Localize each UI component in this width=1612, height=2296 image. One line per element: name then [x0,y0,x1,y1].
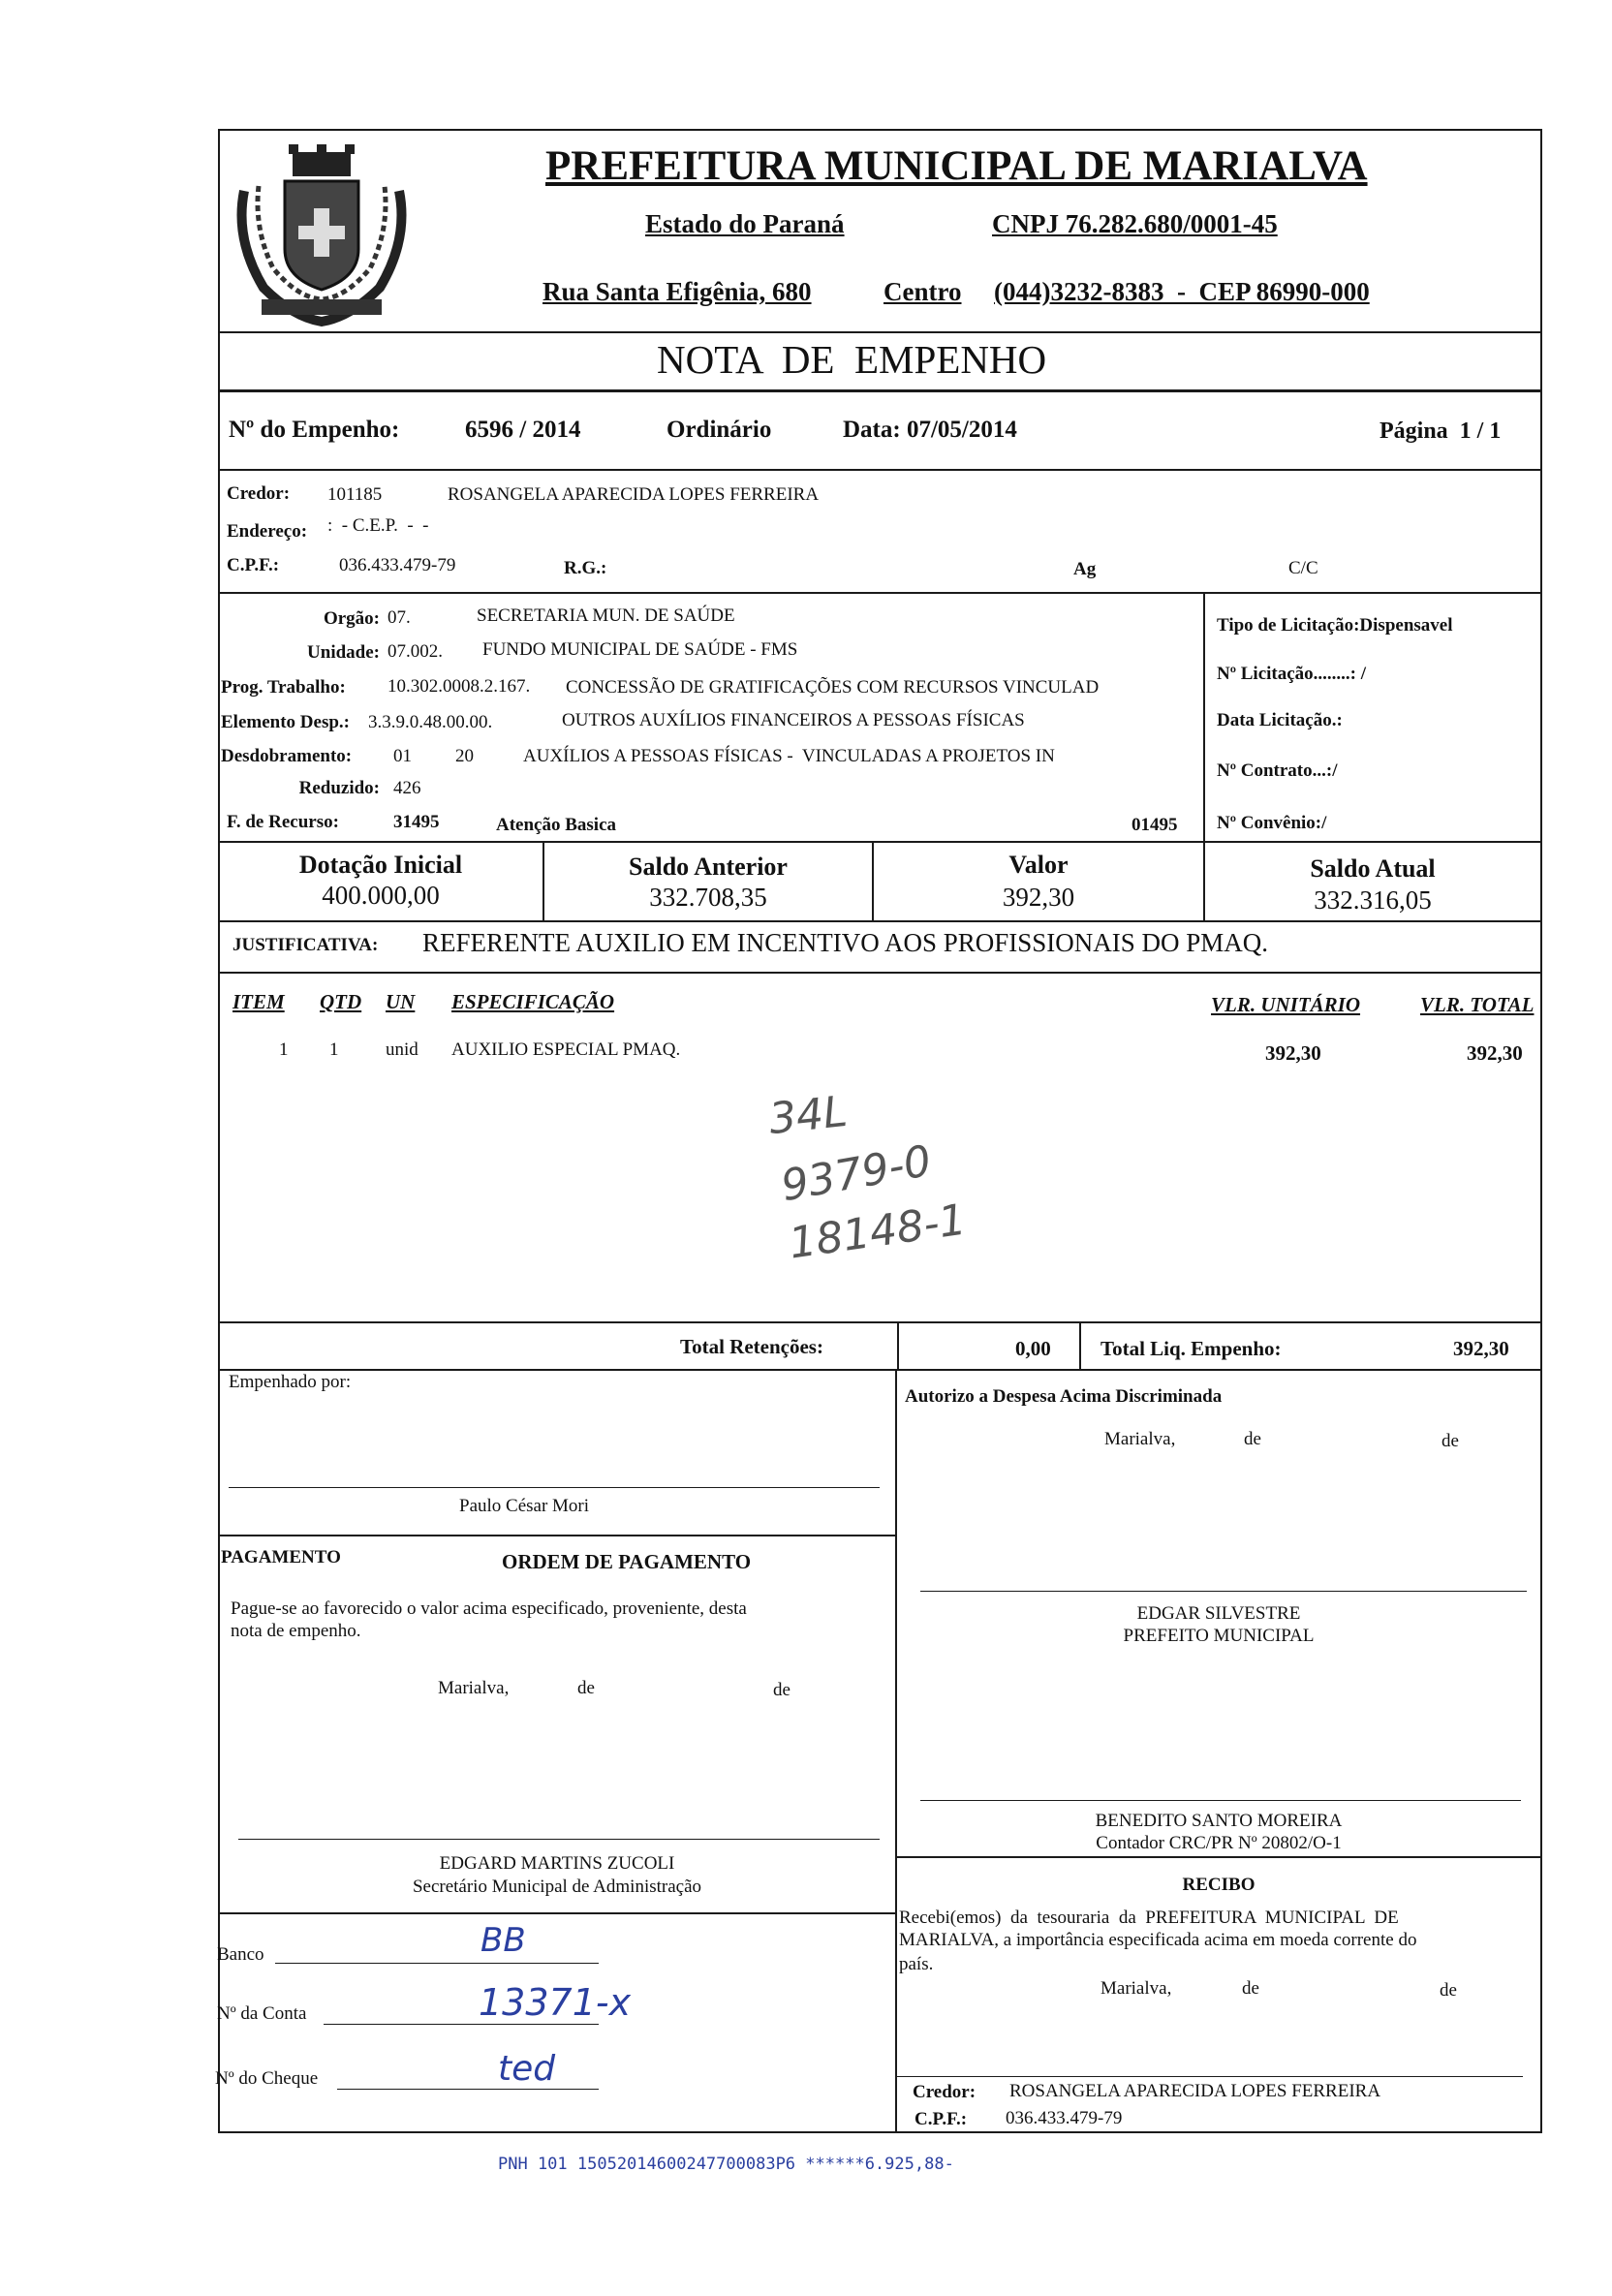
credor-divider [218,592,1542,594]
prog-code: 10.302.0008.2.167. [388,676,531,697]
orgao-label: Orgão: [323,608,380,629]
title-divider [218,389,1542,392]
col-spec-header: ESPECIFICAÇÃO [451,990,615,1013]
dotacao-label: Dotação Inicial [298,851,463,879]
desdobramento-label: Desdobramento: [221,746,353,766]
prog-label: Prog. Trabalho: [221,677,346,698]
state-label: Estado do Paraná [645,209,845,238]
receipt-credor-name: ROSANGELA APARECIDA LOPES FERREIRA [1009,2081,1381,2101]
cheque-handwritten: ted [498,2049,556,2089]
handwritten-note-3: 18148-1 [786,1195,970,1269]
row-spec: AUXILIO ESPECIAL PMAQ. [451,1039,681,1060]
saldo-anterior-value: 332.708,35 [649,883,767,912]
cheque-line [337,2089,599,2090]
row-unit-value: 392,30 [1265,1041,1321,1065]
tipo-licitacao: Tipo de Licitação:Dispensavel [1217,615,1453,636]
autorizo-de-2: de [1442,1431,1459,1451]
dotacao-value: 400.000,00 [322,881,440,910]
ordem-pagamento-label: ORDEM DE PAGAMENTO [502,1550,752,1573]
bank-divider [218,1912,896,1914]
secretario-name: EDGARD MARTINS ZUCOLI [439,1853,675,1874]
totals-bottom-divider [218,1369,1542,1371]
budget-vertical [1203,592,1205,842]
valor-value: 392,30 [1002,883,1075,912]
valor-label: Valor [1008,851,1069,879]
elemento-name: OUTROS AUXÍLIOS FINANCEIROS A PESSOAS FÍSICAS [562,710,1025,730]
totals-top-divider [218,1321,1542,1323]
frame-top [218,129,1542,131]
pagamento-label: PAGAMENTO [221,1547,341,1567]
unidade-code: 07.002. [388,641,443,662]
reduzido-value: 426 [393,778,421,798]
district-label: Centro [884,277,962,306]
conta-line [324,2024,599,2025]
totals-sep-2 [1079,1321,1081,1370]
recibo-line-1: Recebi(emos) da tesouraria da PREFEITURA MUNICIPAL DE [899,1908,1399,1928]
row-item: 1 [279,1039,289,1060]
prog-name: CONCESSÃO DE GRATIFICAÇÕES COM RECURSOS VINCULAD [566,677,1100,698]
elemento-code: 3.3.9.0.48.00.00. [368,712,493,732]
phone-cep-label: (044)3232-8383 - CEP 86990-000 [994,277,1370,306]
municipality-title: PREFEITURA MUNICIPAL DE MARIALVA [545,143,1368,189]
pagamento-de-1: de [577,1678,595,1698]
elemento-label: Elemento Desp.: [221,712,350,732]
pague-line-2: nota de empenho. [231,1621,361,1641]
frame-bottom [218,2131,1542,2133]
recibo-city: Marialva, [1100,1978,1172,1999]
desdobramento-name: AUXÍLIOS A PESSOAS FÍSICAS - VINCULADAS A PROJETOS IN [523,746,1055,766]
cnpj-label: CNPJ 76.282.680/0001-45 [992,209,1278,238]
recibo-line-3: país. [899,1954,934,1974]
address-value: : - C.E.P. - - [327,515,429,536]
handwritten-note-2: 9379-0 [777,1135,936,1212]
prefeito-title: PREFEITO MUNICIPAL [1123,1626,1315,1646]
empenhado-sign-line [229,1487,880,1488]
recurso-label: F. de Recurso: [227,812,339,832]
retencoes-label: Total Retenções: [680,1335,823,1358]
empenho-number: 6596 / 2014 [465,417,581,443]
credor-name: ROSANGELA APARECIDA LOPES FERREIRA [448,484,820,505]
cpf-value: 036.433.479-79 [339,555,456,575]
conta-label: Nº da Conta [217,2003,307,2024]
banco-handwritten: BB [480,1921,526,1960]
numero-licitacao: Nº Licitação........: / [1217,664,1367,684]
saldo-anterior-label: Saldo Anterior [629,853,788,881]
pague-line-1: Pague-se ao favorecido o valor acima especificado, proveniente, desta [231,1598,747,1619]
receipt-cpf-value: 036.433.479-79 [1006,2108,1123,2128]
row-un: unid [386,1039,418,1060]
recurso-code: 31495 [393,812,440,832]
pagamento-city: Marialva, [438,1678,510,1698]
banco-line [275,1963,599,1964]
justificativa-label: JUSTIFICATIVA: [232,935,379,955]
empenhado-name: Paulo César Mori [459,1496,590,1516]
frame-left [218,129,220,2133]
saldo-atual-value: 332.316,05 [1314,885,1432,915]
frame-right [1540,129,1542,2133]
liq-label: Total Liq. Empenho: [1100,1337,1282,1360]
empenhado-label: Empenhado por: [229,1372,352,1392]
cheque-label: Nº do Cheque [215,2068,319,2089]
values-divider [218,920,1542,922]
recibo-divider [895,1856,1542,1858]
conta-handwritten: 13371-x [479,1981,632,2024]
data-licitacao: Data Licitação.: [1217,710,1343,730]
recurso-name: Atenção Basica [496,815,617,835]
col-item-header: ITEM [232,990,285,1013]
empenho-number-label: Nº do Empenho: [229,417,400,443]
recurso-number: 01495 [1132,815,1178,835]
reduzido-label: Reduzido: [298,778,380,798]
banco-label: Banco [217,1944,264,1965]
orgao-name: SECRETARIA MUN. DE SAÚDE [477,605,735,626]
liq-value: 392,30 [1453,1337,1509,1360]
credor-label: Credor: [227,483,291,504]
receipt-cpf-label: C.P.F.: [914,2109,968,2129]
recibo-de-1: de [1242,1978,1259,1999]
prefeito-sign-line [920,1591,1527,1592]
empenho-type: Ordinário [666,417,772,443]
footer-code: PNH 101 15052014600247700083P6 ******6.925,88- [498,2155,954,2174]
secretario-title: Secretário Municipal de Administração [412,1877,702,1897]
recibo-de-2: de [1440,1980,1457,2001]
totals-sep-1 [897,1321,899,1370]
saldo-atual-label: Saldo Atual [1310,854,1436,883]
contador-name: BENEDITO SANTO MOREIRA [1095,1811,1343,1831]
numero-convenio: Nº Convênio:/ [1217,813,1327,833]
unidade-name: FUNDO MUNICIPAL DE SAÚDE - FMS [482,639,798,660]
recibo-label: RECIBO [1182,1875,1256,1895]
account-label: C/C [1288,558,1318,578]
empenho-date: Data: 07/05/2014 [843,417,1017,443]
secretario-sign-line [238,1839,880,1840]
credor-code: 101185 [327,484,383,505]
cpf-label: C.P.F.: [227,555,280,575]
justificativa-divider [218,972,1542,974]
page-number: Página 1 / 1 [1380,419,1502,444]
col-unit-header: VLR. UNITÁRIO [1211,993,1361,1016]
pagamento-divider [218,1535,896,1536]
justificativa-text: REFERENTE AUXILIO EM INCENTIVO AOS PROFISSIONAIS DO PMAQ. [422,928,1269,957]
desdobramento-b: 20 [455,746,474,766]
empenho-divider [218,469,1542,471]
row-qtd: 1 [329,1039,339,1060]
address-label: Endereço: [227,521,308,542]
credor-receipt-line [897,2076,1523,2077]
contador-title: Contador CRC/PR Nº 20802/O-1 [1096,1833,1342,1853]
unidade-label: Unidade: [307,642,380,663]
prefeito-name: EDGAR SILVESTRE [1136,1603,1301,1624]
coat-of-arms-logo [225,133,418,336]
recibo-line-2: MARIALVA, a importância especificada acima em moeda corrente do [899,1930,1417,1950]
col-qtd-header: QTD [320,990,362,1013]
orgao-code: 07. [388,607,411,628]
budget-divider [218,841,1542,843]
retencoes-value: 0,00 [1015,1337,1051,1360]
col-un-header: UN [386,990,416,1013]
row-total-value: 392,30 [1467,1041,1523,1065]
contador-sign-line [920,1800,1521,1801]
agency-label: Ag [1073,559,1097,579]
street-label: Rua Santa Efigênia, 680 [542,277,812,306]
numero-contrato: Nº Contrato...:/ [1217,760,1338,781]
rg-label: R.G.: [564,558,607,578]
autorizo-de-1: de [1244,1429,1261,1449]
receipt-credor-label: Credor: [913,2082,976,2102]
handwritten-note-1: 34L [766,1086,850,1145]
pagamento-de-2: de [773,1680,790,1700]
desdobramento-a: 01 [393,746,412,766]
autorizo-city: Marialva, [1104,1429,1176,1449]
signatures-vertical [895,1369,897,2131]
col-total-header: VLR. TOTAL [1420,993,1534,1016]
header-divider [218,331,1542,333]
autorizo-label: Autorizo a Despesa Acima Discriminada [905,1386,1223,1407]
document-title: NOTA DE EMPENHO [657,337,1047,382]
